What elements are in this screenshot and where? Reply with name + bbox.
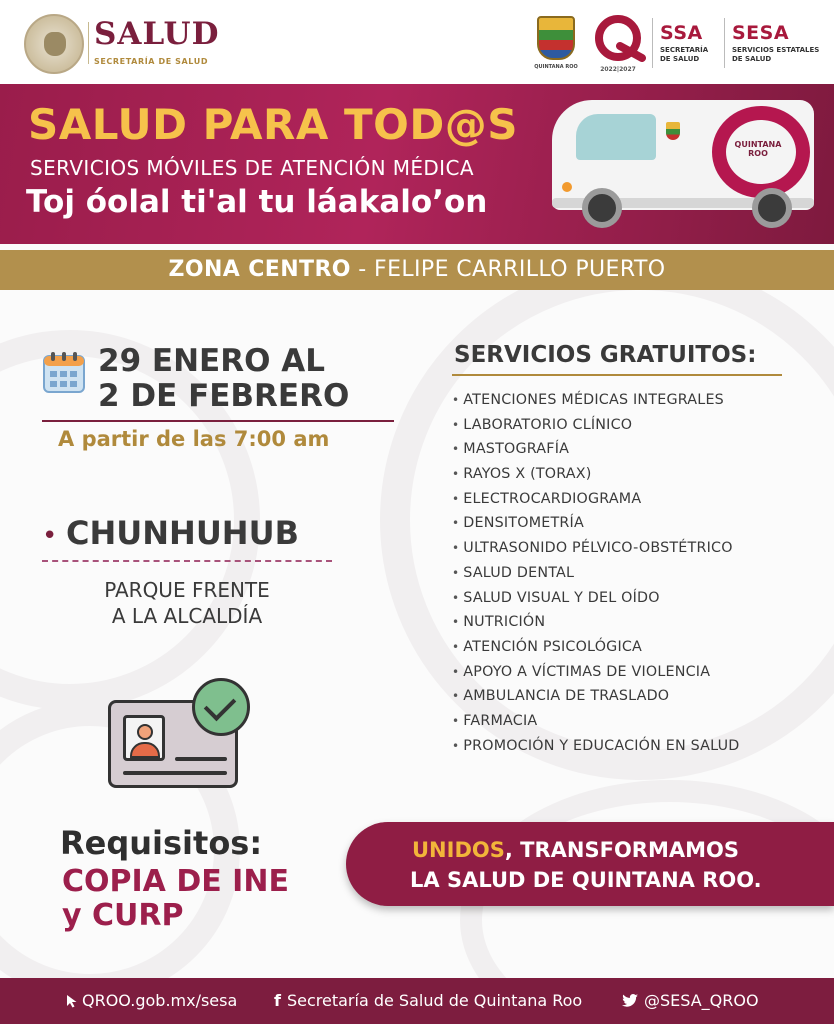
ssa-subtitle <box>660 46 708 64</box>
van-logo-line: QUINTANA <box>734 140 782 149</box>
service-bullet: • <box>452 565 460 580</box>
twitter-icon <box>622 994 638 1007</box>
service-bullet: • <box>452 713 460 728</box>
date-divider <box>42 420 394 422</box>
service-bullet: • <box>452 664 460 679</box>
service-label: ELECTROCARDIOGRAMA <box>463 490 642 507</box>
service-label: PROMOCIÓN Y EDUCACIÓN EN SALUD <box>463 737 740 754</box>
id-photo <box>123 715 165 761</box>
service-label: ULTRASONIDO PÉLVICO-OBSTÉTRICO <box>463 540 733 557</box>
slogan-banner <box>346 822 834 906</box>
header-separator <box>652 18 653 68</box>
service-bullet: • <box>452 516 460 531</box>
ssa-subtitle-line: SECRETARÍA <box>660 46 709 54</box>
van-window <box>576 114 656 160</box>
service-bullet: • <box>452 615 460 630</box>
footer-website[interactable] <box>66 991 237 1010</box>
location-description: PARQUE FRENTE <box>104 578 270 602</box>
header-separator <box>724 18 725 68</box>
mexico-seal-icon <box>24 14 84 74</box>
footer-facebook-text: Secretaría de Salud de Quintana Roo <box>286 991 583 1010</box>
service-label: DENSITOMETRÍA <box>463 515 584 532</box>
service-label: ATENCIONES MÉDICAS INTEGRALES <box>463 392 724 408</box>
slogan-line-rest: , TRANSFORMAMOS <box>504 838 739 862</box>
cursor-icon <box>66 994 78 1008</box>
service-bullet: • <box>452 639 460 654</box>
slogan-line: LA SALUD DE QUINTANA ROO. <box>410 868 762 892</box>
sesa-title: SESA <box>732 22 790 44</box>
sesa-subtitle <box>732 46 819 64</box>
footer-twitter[interactable] <box>622 991 759 1010</box>
service-bullet: • <box>452 590 460 605</box>
slogan-highlight: UNIDOS <box>412 838 505 862</box>
id-text-line <box>123 771 227 775</box>
service-bullet: • <box>452 467 460 482</box>
van-wheel <box>582 188 622 228</box>
van-light <box>562 182 572 192</box>
id-photo-body <box>130 742 160 758</box>
service-item <box>452 417 739 442</box>
date-range-line: 2 DE FEBRERO <box>98 378 350 414</box>
service-bullet: • <box>452 393 460 407</box>
service-item <box>452 713 739 738</box>
ssa-subtitle-line: DE SALUD <box>660 55 700 63</box>
location-bullet: • <box>42 521 58 551</box>
quintana-roo-shield-icon <box>537 16 575 60</box>
sesa-subtitle-line: SERVICIOS ESTATALES <box>732 46 820 54</box>
slogan-line <box>412 838 739 862</box>
header-divider <box>88 22 89 64</box>
calendar-icon <box>42 350 86 394</box>
service-bullet: • <box>452 738 460 753</box>
date-range-line: 29 ENERO AL <box>98 343 325 379</box>
id-photo-head <box>137 724 153 740</box>
facebook-icon: f <box>274 991 281 1010</box>
service-label: RAYOS X (TORAX) <box>463 466 592 483</box>
van-logo-text <box>728 140 788 158</box>
service-label: SALUD VISUAL Y DEL OÍDO <box>463 589 660 606</box>
service-label: MASTOGRAFÍA <box>463 441 570 458</box>
van-shield-icon <box>666 122 680 140</box>
zone-name: ZONA CENTRO <box>168 257 351 282</box>
location-divider <box>42 560 332 562</box>
medical-van-illustration <box>552 100 822 232</box>
footer <box>0 978 834 1024</box>
service-item <box>452 565 739 590</box>
services-divider <box>452 374 782 376</box>
service-item <box>452 491 739 516</box>
id-text-line <box>175 757 227 761</box>
service-bullet: • <box>452 541 460 556</box>
service-label: AMBULANCIA DE TRASLADO <box>463 688 670 705</box>
service-label: LABORATORIO CLÍNICO <box>463 416 633 433</box>
zone-bar <box>0 250 834 290</box>
service-label: SALUD DENTAL <box>463 564 575 581</box>
service-item <box>452 590 739 615</box>
service-item <box>452 540 739 565</box>
agency-subtitle: SECRETARÍA DE SALUD <box>94 57 209 66</box>
service-item <box>452 664 739 689</box>
sesa-subtitle-line: DE SALUD <box>732 55 772 63</box>
service-item <box>452 738 739 763</box>
service-item <box>452 466 739 491</box>
van-logo-line: ROO <box>748 149 768 158</box>
header <box>0 0 834 84</box>
requirements-title: Requisitos: <box>60 824 263 862</box>
service-item <box>452 688 739 713</box>
van-wheel <box>752 188 792 228</box>
agency-title: SALUD <box>94 16 220 52</box>
location-name: CHUNHUHUB <box>66 514 299 552</box>
service-label: ATENCIÓN PSICOLÓGICA <box>463 638 643 655</box>
service-item <box>452 441 739 466</box>
service-label: NUTRICIÓN <box>463 614 546 631</box>
q-logo-icon <box>590 14 646 64</box>
footer-website-text: QROO.gob.mx/sesa <box>82 991 238 1010</box>
location-description: A LA ALCALDÍA <box>111 604 263 628</box>
start-time: A partir de las 7:00 am <box>58 427 330 451</box>
service-bullet: • <box>452 491 460 506</box>
footer-facebook[interactable] <box>274 991 582 1010</box>
zone-municipality: - FELIPE CARRILLO PUERTO <box>350 257 666 282</box>
qroo-label: QUINTANA ROO <box>534 64 578 70</box>
service-label: FARMACIA <box>463 712 538 729</box>
service-bullet: • <box>452 417 460 432</box>
services-title: SERVICIOS GRATUITOS: <box>454 342 757 368</box>
requirements-line: COPIA DE INE <box>62 864 289 899</box>
banner-subtitle: SERVICIOS MÓVILES DE ATENCIÓN MÉDICA <box>30 156 474 180</box>
service-item <box>452 392 739 417</box>
requirements-line: y CURP <box>62 898 184 933</box>
ssa-title: SSA <box>660 22 703 44</box>
service-label: APOYO A VÍCTIMAS DE VIOLENCIA <box>463 663 711 680</box>
q-years: 2022|2027 <box>600 66 636 73</box>
service-item <box>452 639 739 664</box>
service-item <box>452 614 739 639</box>
banner-title: SALUD PARA TOD@S <box>28 100 518 149</box>
service-bullet: • <box>452 442 460 457</box>
footer-twitter-text: @SESA_QROO <box>644 991 759 1010</box>
banner-maya-line: Toj óolal ti'al tu láakalo’on <box>26 184 488 220</box>
services-list <box>452 392 739 762</box>
hero-banner <box>0 84 834 244</box>
check-icon <box>192 678 250 736</box>
service-item <box>452 515 739 540</box>
service-bullet: • <box>452 689 460 704</box>
